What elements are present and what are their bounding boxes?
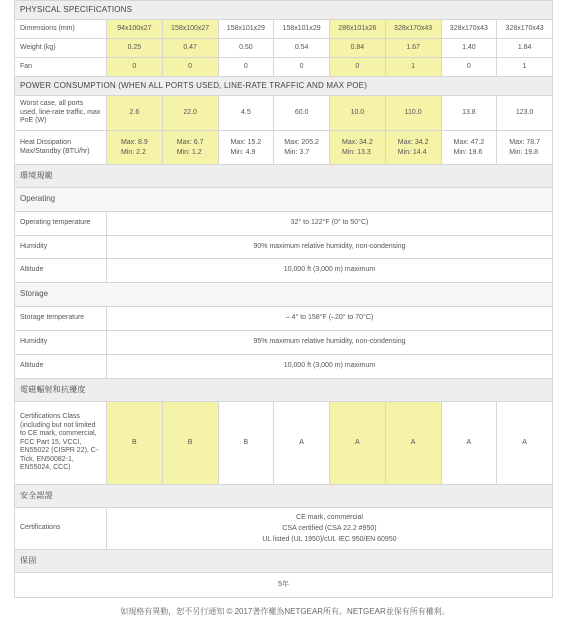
worst-case-cell: 110.0 bbox=[385, 96, 441, 131]
heat-min: Min: 19.6 bbox=[453, 148, 483, 156]
fan-cell: 1 bbox=[385, 58, 441, 77]
heat-cell bbox=[274, 131, 330, 165]
weight-row bbox=[15, 39, 553, 58]
operating-temp-row bbox=[15, 212, 553, 236]
weight-cell: 0.25 bbox=[107, 39, 163, 58]
emissions-heading-row bbox=[15, 379, 553, 402]
dimensions-cell: 158x100x27 bbox=[162, 20, 218, 39]
weight-label: Weight (kg) bbox=[15, 39, 107, 58]
warranty-heading: 保固 bbox=[15, 550, 553, 573]
weight-cell: 0.54 bbox=[274, 39, 330, 58]
heat-min: Min: 13.3 bbox=[342, 148, 371, 156]
dimensions-cell: 286x101x26 bbox=[330, 20, 386, 39]
fan-row bbox=[15, 58, 553, 77]
cert-line: CSA certified (CSA 22.2 #950) bbox=[282, 525, 377, 532]
dimensions-label: Dimensions (mm) bbox=[15, 20, 107, 39]
heat-cell bbox=[497, 131, 553, 165]
spec-sheet bbox=[14, 0, 552, 598]
storage-altitude-value: 10,000 ft (3,000 m) maximum bbox=[107, 355, 553, 379]
emissions-heading: 電磁輻射和抗擾度 bbox=[15, 379, 553, 402]
storage-temp-value: – 4° to 158°F (–20° to 70°C) bbox=[107, 307, 553, 331]
dimensions-cell: 328x170x43 bbox=[497, 20, 553, 39]
class-cell: B bbox=[218, 402, 274, 485]
heat-min: Min: 3.7 bbox=[284, 148, 310, 156]
safety-heading: 安全認證 bbox=[15, 485, 553, 508]
operating-humidity-label: Humidity bbox=[15, 236, 107, 259]
power-heading: POWER CONSUMPTION (WHEN ALL PORTS USED, LINE-RATE TRAFFIC AND MAX POE) bbox=[15, 77, 553, 96]
worst-case-cell: 4.5 bbox=[218, 96, 274, 131]
weight-cell: 1.84 bbox=[497, 39, 553, 58]
physical-heading-row bbox=[15, 1, 553, 20]
operating-altitude-label: Altitude bbox=[15, 259, 107, 283]
emissions-class-row bbox=[15, 402, 553, 485]
dimensions-cell: 158x101x29 bbox=[274, 20, 330, 39]
class-cell: B bbox=[107, 402, 163, 485]
warranty-row bbox=[15, 573, 553, 598]
class-cell: A bbox=[330, 402, 386, 485]
dimensions-cell: 328x170x43 bbox=[441, 20, 497, 39]
fan-cell: 0 bbox=[274, 58, 330, 77]
storage-altitude-label: Altitude bbox=[15, 355, 107, 379]
fan-cell: 1 bbox=[497, 58, 553, 77]
storage-temp-row bbox=[15, 307, 553, 331]
storage-humidity-row bbox=[15, 331, 553, 355]
weight-cell: 0.84 bbox=[330, 39, 386, 58]
safety-cert-value bbox=[107, 508, 553, 550]
operating-heading: Operating bbox=[15, 188, 553, 212]
emissions-class-label: Certifications Class (including but not limited to CE mark, commercial, FCC Part 15, VCCI, EN55022 (CISPR 22), C-Tick, EN50082-1, EN55024, CCC) bbox=[15, 402, 107, 485]
heat-max: Max: 47.2 bbox=[453, 138, 485, 146]
fan-cell: 0 bbox=[330, 58, 386, 77]
heat-max: Max: 34.2 bbox=[397, 138, 429, 146]
worst-case-cell: 60.0 bbox=[274, 96, 330, 131]
storage-heading: Storage bbox=[15, 283, 553, 307]
fan-cell: 0 bbox=[218, 58, 274, 77]
class-cell: A bbox=[274, 402, 330, 485]
environment-heading: 環境規範 bbox=[15, 165, 553, 188]
heat-min: Min: 1.2 bbox=[176, 148, 202, 156]
weight-cell: 0.47 bbox=[162, 39, 218, 58]
heat-dissipation-label: Heat Dissipation Max/Standby (BTU/hr) bbox=[15, 131, 107, 165]
storage-heading-row bbox=[15, 283, 553, 307]
fan-cell: 0 bbox=[441, 58, 497, 77]
storage-altitude-row bbox=[15, 355, 553, 379]
warranty-value: 5年 bbox=[15, 573, 553, 598]
safety-cert-row bbox=[15, 508, 553, 550]
physical-heading: PHYSICAL SPECIFICATIONS bbox=[15, 1, 553, 20]
fan-cell: 0 bbox=[162, 58, 218, 77]
dimensions-row bbox=[15, 20, 553, 39]
fan-cell: 0 bbox=[107, 58, 163, 77]
heat-cell bbox=[162, 131, 218, 165]
power-heading-row bbox=[15, 77, 553, 96]
worst-case-cell: 13.8 bbox=[441, 96, 497, 131]
class-cell: B bbox=[162, 402, 218, 485]
heat-min: Min: 14.4 bbox=[397, 148, 427, 156]
cert-line: CE mark, commercial bbox=[296, 514, 363, 521]
heat-dissipation-row bbox=[15, 131, 553, 165]
operating-temp-label: Operating temperature bbox=[15, 212, 107, 236]
worst-case-cell: 22.0 bbox=[162, 96, 218, 131]
operating-heading-row bbox=[15, 188, 553, 212]
dimensions-cell: 94x100x27 bbox=[107, 20, 163, 39]
operating-humidity-row bbox=[15, 236, 553, 259]
worst-case-cell: 123.0 bbox=[497, 96, 553, 131]
heat-max: Max: 34.2 bbox=[342, 138, 373, 146]
weight-cell: 0.50 bbox=[218, 39, 274, 58]
fan-label: Fan bbox=[15, 58, 107, 77]
storage-temp-label: Storage temperature bbox=[15, 307, 107, 331]
operating-temp-value: 32° to 122°F (0° to 50°C) bbox=[107, 212, 553, 236]
heat-max: Max: 8.9 bbox=[120, 138, 148, 146]
operating-altitude-row bbox=[15, 259, 553, 283]
heat-cell bbox=[441, 131, 497, 165]
class-cell: A bbox=[441, 402, 497, 485]
operating-altitude-value: 10,000 ft (3,000 m) maximum bbox=[107, 259, 553, 283]
heat-cell bbox=[218, 131, 274, 165]
class-cell: A bbox=[385, 402, 441, 485]
heat-cell bbox=[107, 131, 163, 165]
heat-min: Min: 2.2 bbox=[120, 148, 146, 156]
heat-cell bbox=[330, 131, 386, 165]
storage-humidity-value: 95% maximum relative humidity, non-condensing bbox=[107, 331, 553, 355]
heat-max: Max: 205.2 bbox=[284, 138, 319, 146]
operating-humidity-value: 90% maximum relative humidity, non-condensing bbox=[107, 236, 553, 259]
worst-case-label: Worst case, all ports used, line-rate traffic, max PoE (W) bbox=[15, 96, 107, 131]
warranty-heading-row bbox=[15, 550, 553, 573]
worst-case-row bbox=[15, 96, 553, 131]
heat-max: Max: 6.7 bbox=[176, 138, 204, 146]
safety-cert-label: Certifications bbox=[15, 508, 107, 550]
weight-cell: 1.67 bbox=[385, 39, 441, 58]
class-cell: A bbox=[497, 402, 553, 485]
cert-line: UL listed (UL 1950)/cUL IEC 950/EN 60950 bbox=[262, 536, 397, 543]
heat-max: Max: 15.2 bbox=[230, 138, 262, 146]
heat-min: Min: 4.9 bbox=[230, 148, 256, 156]
dimensions-cell: 328x170x43 bbox=[385, 20, 441, 39]
safety-heading-row bbox=[15, 485, 553, 508]
dimensions-cell: 158x101x29 bbox=[218, 20, 274, 39]
worst-case-cell: 2.6 bbox=[107, 96, 163, 131]
heat-max: Max: 78.7 bbox=[509, 138, 540, 146]
footer-copyright: 如規格有異動，恕不另行通知 © 2017著作權為NETGEAR所有。NETGEAR並保有所有權利。 bbox=[120, 607, 450, 616]
spec-table bbox=[14, 0, 553, 598]
heat-min: Min: 19.8 bbox=[509, 148, 539, 156]
worst-case-cell: 10.0 bbox=[330, 96, 386, 131]
heat-cell bbox=[385, 131, 441, 165]
storage-humidity-label: Humidity bbox=[15, 331, 107, 355]
environment-heading-row bbox=[15, 165, 553, 188]
weight-cell: 1.40 bbox=[441, 39, 497, 58]
